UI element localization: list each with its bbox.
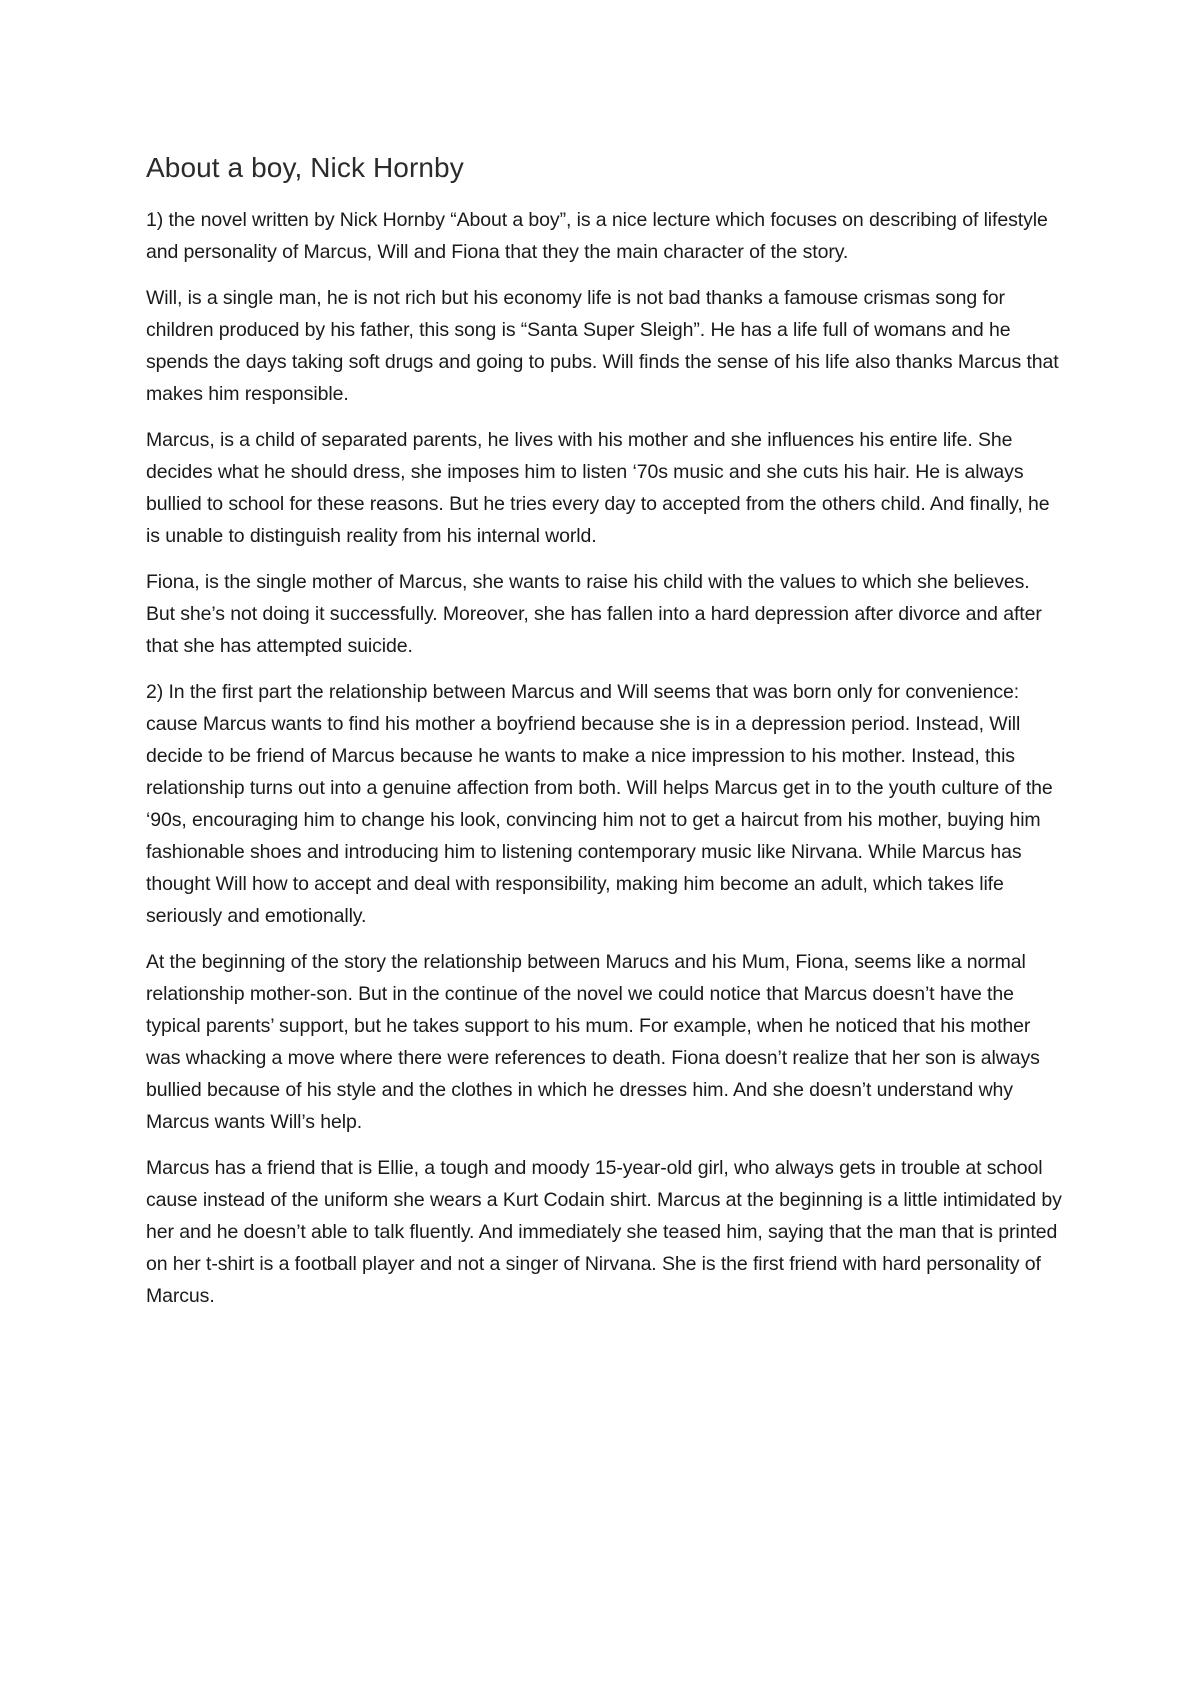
paragraph-marcus: Marcus, is a child of separated parents, he lives with his mother and she influences his entire life. She decides what he should dress, she imposes him to listen ‘70s music and she cuts his hair. He is always bullied to school for these reasons. But he tries every day to accepted from the others child. And finally, he is unable to distinguish reality from his internal world. bbox=[146, 429, 1050, 547]
paragraph-ellie: Marcus has a friend that is Ellie, a tough and moody 15-year-old girl, who always gets in trouble at school cause instead of the uniform she wears a Kurt Codain shirt. Marcus at the beginning is a little intimidated by her and he doesn’t able to talk fluently. And immediately she teased him, saying that the man that is printed on her t-shirt is a football player and not a singer of Nirvana. She is the first friend with hard personality of Marcus. bbox=[146, 1157, 1062, 1307]
paragraph-intro: 1) the novel written by Nick Hornby “About a boy”, is a nice lecture which focuses on describing of lifestyle and personality of Marcus, Will and Fiona that they the main character of the story. bbox=[146, 209, 1048, 263]
document-title: About a boy, Nick Hornby bbox=[146, 152, 464, 183]
paragraph-fiona: Fiona, is the single mother of Marcus, she wants to raise his child with the values to which she believes. But she’s not doing it successfully. Moreover, she has fallen into a hard depression after divorce and after that she has attempted suicide. bbox=[146, 571, 1042, 657]
paragraph-relationship-marcus-will: 2) In the first part the relationship between Marcus and Will seems that was born only for convenience: cause Marcus wants to find his mother a boyfriend because she is in a depression period. Instead, Will decide to be friend of Marcus because he wants to make a nice impression to his mother. Instead, this relationship turns out into a genuine affection from both. Will helps Marcus get in to the youth culture of the ‘90s, encouraging him to change his look, convincing him not to get a haircut from his mother, buying him fashionable shoes and introducing him to listening contemporary music like Nirvana. While Marcus has thought Will how to accept and deal with responsibility, making him become an adult, which takes life seriously and emotionally. bbox=[146, 681, 1053, 927]
paragraph-will: Will, is a single man, he is not rich but his economy life is not bad thanks a famouse crismas song for children produced by his father, this song is “Santa Super Sleigh”. He has a life full of womans and he spends the days taking soft drugs and going to pubs. Will finds the sense of his life also thanks Marcus that makes him responsible. bbox=[146, 287, 1059, 405]
paragraph-relationship-marcus-mum: At the beginning of the story the relationship between Marucs and his Mum, Fiona, seems like a normal relationship mother-son. But in the continue of the novel we could notice that Marcus doesn’t have the typical parents’ support, but he takes support to his mum. For example, when he noticed that his mother was whacking a move where there were references to death. Fiona doesn’t realize that her son is always bullied because of his style and the clothes in which he dresses him. And she doesn’t understand why Marcus wants Will’s help. bbox=[146, 951, 1040, 1133]
